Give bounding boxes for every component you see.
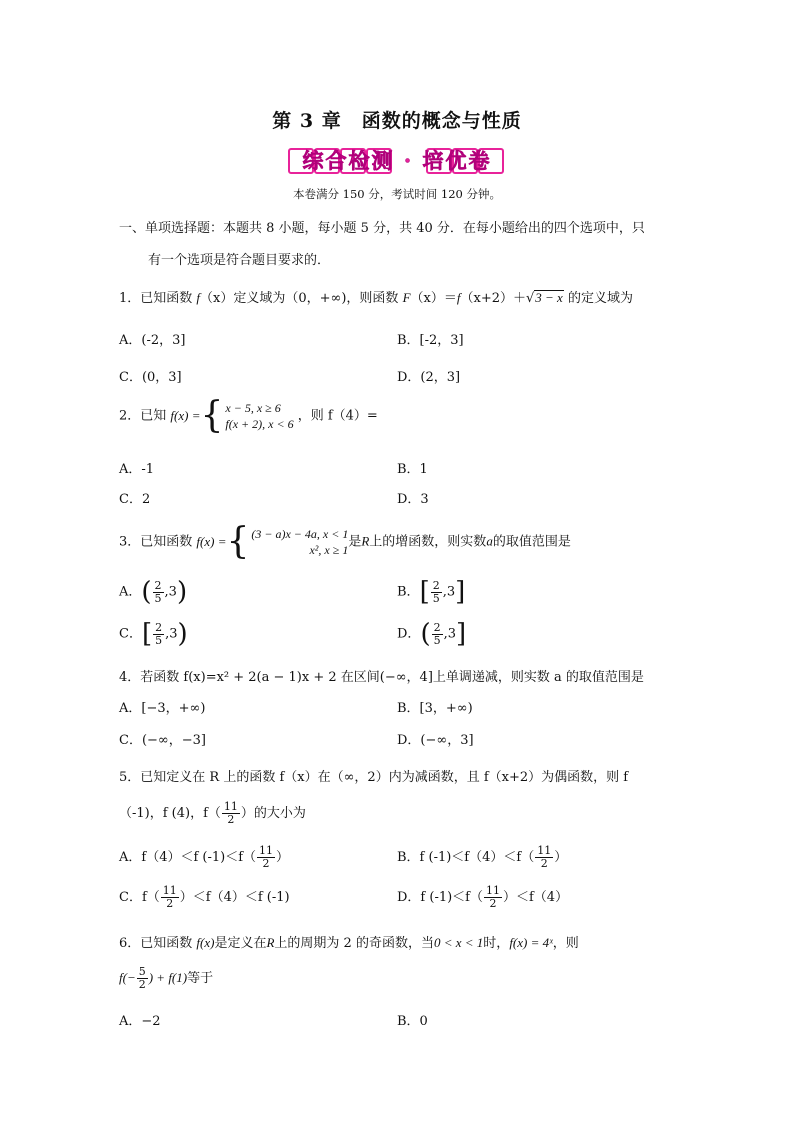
frac-den: 2: [540, 857, 548, 870]
option-tail: ,3: [443, 626, 456, 642]
q2-piecewise: [170, 395, 294, 436]
frac-den: 2: [262, 857, 270, 870]
exam-note: 本卷满分 150 分，考试时间 120 分钟。: [292, 187, 502, 201]
q2-row1: x − 5, x ≥ 6: [225, 401, 281, 415]
option-text: D．f (-1)＜f（: [397, 890, 483, 905]
frac-num: 5: [138, 965, 146, 978]
question-2: [119, 395, 378, 436]
q4-option-c[interactable]: C．(−∞，−3]: [119, 733, 206, 748]
q6-stem: ，则: [552, 936, 579, 951]
option-tail: ,3: [165, 626, 178, 642]
frac-num: 11: [259, 844, 274, 857]
q3-fx: f(x) =: [196, 534, 227, 549]
question-3: [119, 521, 571, 562]
q5-option-b[interactable]: [397, 845, 567, 870]
brace-icon: {: [226, 521, 250, 562]
q1-f: f: [196, 290, 201, 305]
option-text: C．f（: [119, 890, 160, 905]
bracket: ): [177, 619, 188, 649]
q6-stem: 等于: [187, 971, 214, 986]
section-heading: 一、单项选择题：本题共 8 小题，每小题 5 分，共 40 分．在每小题给出的四个选项中，只: [119, 221, 645, 236]
question-5: 5．已知定义在 R 上的函数 f（x）在（∞，2）内为减函数，且 f（x+2）为偶函数，则 f: [119, 770, 629, 785]
option-text: B．f (-1)＜f（4）＜f（: [397, 850, 535, 865]
q5-stem: （-1)，f (4)，f（: [119, 806, 221, 821]
q6-cond: 0 < x < 1: [433, 935, 484, 950]
question-6: [119, 932, 579, 951]
frac-num: 2: [433, 620, 441, 634]
banner-text: 综合检测 · 培优卷: [302, 148, 492, 173]
bracket: (: [420, 619, 431, 649]
q3-stem: 是: [348, 534, 362, 550]
q1-option-b[interactable]: B．[-2，3]: [397, 333, 464, 348]
option-text: ）＜f（4）＜f (-1): [179, 890, 290, 905]
bracket: [: [419, 577, 430, 607]
frac-den: 2: [138, 978, 146, 991]
q5-stem: ）的大小为: [240, 806, 306, 821]
bracket: (: [141, 577, 152, 607]
q6-stem: 是定义在: [214, 936, 267, 951]
q1-option-a[interactable]: A．(-2，3]: [119, 333, 186, 348]
q6-stem: 6．已知函数: [119, 936, 197, 951]
q3-option-b[interactable]: [397, 579, 465, 605]
q3-stem: 上的增函数，则实数: [369, 534, 487, 550]
frac-num: 2: [155, 620, 163, 634]
q2-row2: f(x + 2), x < 6: [225, 417, 294, 431]
q6-expr: f(−: [119, 970, 136, 985]
q3-stem: 3．已知函数: [119, 534, 193, 550]
option-label: B．: [397, 584, 420, 600]
option-tail: ,3: [442, 584, 456, 600]
q1-option-d[interactable]: D．(2，3]: [397, 370, 461, 385]
option-tail: ,3: [164, 584, 177, 600]
question-1: 1．已知函数 f（x）定义域为（0，+∞)，则函数 F（x）＝f（x+2）＋√3 − x 的定义域为: [119, 290, 633, 306]
frac-num: 11: [162, 884, 177, 897]
q1-stem: 1．已知函数: [119, 291, 197, 306]
q2-stem: ，则 f（4）=: [297, 408, 378, 424]
q2-fx: f(x) =: [170, 408, 201, 423]
q1-F: F: [402, 290, 411, 305]
frac-den: 2: [227, 813, 235, 826]
option-text: ）＜f（4）: [503, 890, 569, 905]
frac-num: 2: [154, 578, 162, 592]
q1-stem: （x+2）＋: [460, 291, 526, 306]
q2-option-a[interactable]: A．-1: [119, 462, 155, 477]
option-text: ）: [276, 850, 290, 865]
frac-num: 11: [486, 884, 500, 897]
frac-num: 11: [223, 800, 238, 813]
q3-row1: (3 − a)x − 4a, x < 1: [251, 527, 349, 541]
q2-option-d[interactable]: D．3: [397, 492, 429, 507]
bracket: ]: [455, 577, 466, 607]
q1-stem: 的定义域为: [563, 291, 633, 306]
q3-R: R: [361, 533, 370, 549]
option-label: D．: [397, 626, 421, 642]
frac-den: 5: [155, 633, 163, 647]
question-6-cont: [119, 966, 213, 991]
frac-num: 11: [537, 844, 552, 857]
q3-piecewise: [196, 521, 349, 562]
option-label: A．: [119, 584, 142, 600]
q1-option-c[interactable]: C．(0，3]: [119, 370, 182, 385]
frac-den: 5: [433, 633, 441, 647]
q6-option-b[interactable]: B．0: [397, 1014, 428, 1029]
q3-a: a: [486, 533, 493, 549]
q2-stem: 2．已知: [119, 408, 167, 424]
bracket: ): [176, 577, 188, 607]
page-title: 第 3 章 函数的概念与性质: [272, 110, 522, 132]
q5-option-c[interactable]: [119, 885, 290, 910]
frac-den: 5: [154, 591, 162, 605]
banner: [286, 146, 508, 176]
q1-stem: （x）定义域为（0，+∞)，则函数: [200, 291, 403, 306]
bracket: ]: [456, 619, 467, 649]
q1-sqrt: 3 − x: [535, 290, 563, 305]
q5-option-d[interactable]: [397, 885, 568, 910]
q3-option-d[interactable]: [397, 621, 466, 647]
q4-option-a[interactable]: A．[−3，+∞): [119, 701, 206, 716]
frac-den: 2: [166, 897, 174, 910]
bracket: [: [141, 619, 153, 649]
q6-fx: f(x): [196, 935, 215, 950]
q4-option-b[interactable]: B．[3，+∞): [397, 701, 473, 716]
q2-option-c[interactable]: C．2: [119, 492, 151, 507]
q5-option-a[interactable]: [119, 845, 289, 870]
question-5-cont: [119, 801, 306, 826]
frac-num: 2: [432, 578, 440, 592]
q1-f: f: [456, 290, 461, 305]
section-heading-cont: 有一个选项是符合题目要求的．: [148, 253, 331, 268]
q2-option-b[interactable]: B．1: [397, 462, 428, 477]
q4-option-d[interactable]: D．(−∞，3]: [397, 733, 474, 748]
q3-row2: x², x ≥ 1: [309, 543, 349, 557]
q3-stem: 的取值范围是: [492, 534, 571, 550]
option-text: ）: [554, 850, 568, 865]
option-text: A．f（4）＜f (-1)＜f（: [119, 850, 257, 865]
q6-R: R: [266, 935, 275, 950]
option-label: C．: [119, 626, 142, 642]
q6-option-a[interactable]: A．−2: [119, 1014, 161, 1029]
brace-icon: {: [200, 395, 224, 436]
q6-stem: 上的周期为 2 的奇函数，当: [274, 936, 434, 951]
question-4: 4．若函数 f(x)=x² + 2(a − 1)x + 2 在区间(−∞，4]上单调递减，则实数 a 的取值范围是: [119, 670, 644, 685]
q3-option-c[interactable]: [119, 621, 188, 647]
q1-stem: （x）＝: [410, 291, 457, 306]
q6-expr: ) + f(1): [148, 970, 188, 985]
q6-val: f(x) = 4ˣ: [509, 935, 553, 950]
frac-den: 2: [489, 897, 497, 910]
q3-option-a[interactable]: [119, 579, 187, 605]
q6-stem: 时，: [483, 936, 510, 951]
frac-den: 5: [432, 591, 440, 605]
